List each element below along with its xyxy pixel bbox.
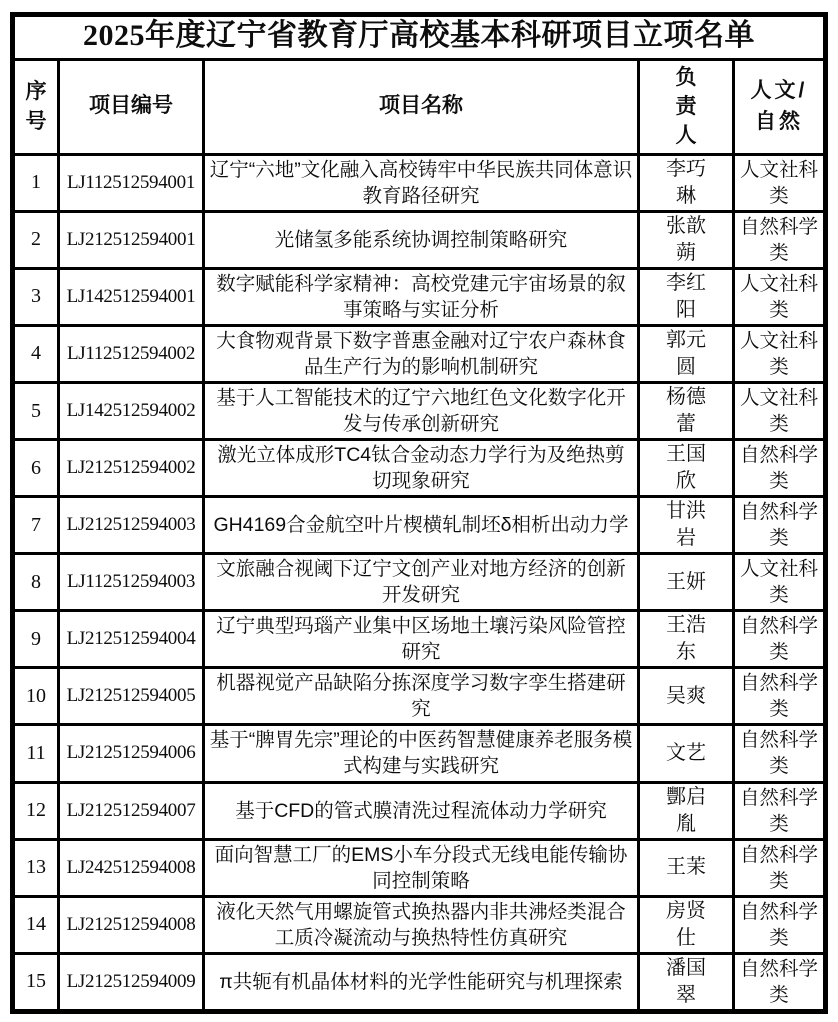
row-index-cell: 11 xyxy=(13,725,59,782)
table-row xyxy=(13,154,826,211)
leader-name: 酆启胤 xyxy=(665,785,706,835)
leader-name: 房贤仕 xyxy=(665,899,706,949)
row-index-cell: 4 xyxy=(13,325,59,382)
category-cell xyxy=(733,668,825,725)
leader-name: 杨德蕾 xyxy=(665,386,706,436)
project-code-cell: LJ212512594004 xyxy=(59,611,204,668)
leader-name: 王妍 xyxy=(665,570,706,593)
project-code-cell: LJ112512594001 xyxy=(59,154,204,211)
leader-name-cell xyxy=(638,497,733,554)
category: 自然科学类 xyxy=(739,729,818,778)
row-index-cell: 3 xyxy=(13,268,59,325)
leader-name: 王国欣 xyxy=(665,443,706,493)
table-body xyxy=(13,154,826,1011)
leader-name-cell xyxy=(638,611,733,668)
project-code-cell: LJ142512594001 xyxy=(59,268,204,325)
project-name-cell: 基于“脾胃先宗”理论的中医药智慧健康养老服务模式构建与实践研究 xyxy=(204,725,639,782)
project-name-cell: 面向智慧工厂的EMS小车分段式无线电能传输协同控制策略 xyxy=(204,839,639,896)
leader-name-cell xyxy=(638,725,733,782)
project-name-cell: GH4169合金航空叶片楔横轧制坯δ相析出动力学 xyxy=(204,497,639,554)
category-cell xyxy=(733,953,825,1011)
project-code-cell: LJ142512594002 xyxy=(59,382,204,439)
leader-name: 张歆蒴 xyxy=(665,214,706,264)
leader-name: 文艺 xyxy=(665,741,706,764)
table-row xyxy=(13,211,826,268)
table-row xyxy=(13,668,826,725)
row-index-cell: 8 xyxy=(13,554,59,611)
project-code-cell: LJ112512594002 xyxy=(59,325,204,382)
row-index-cell: 2 xyxy=(13,211,59,268)
col-header-leader-label: 负责人 xyxy=(675,65,697,148)
leader-name-cell xyxy=(638,839,733,896)
project-name-cell: 文旅融合视阈下辽宁文创产业对地方经济的创新开发研究 xyxy=(204,554,639,611)
category-cell xyxy=(733,554,825,611)
row-index-cell: 1 xyxy=(13,154,59,211)
leader-name: 吴爽 xyxy=(665,684,706,707)
category-cell xyxy=(733,440,825,497)
category: 自然科学类 xyxy=(739,501,818,550)
category-cell xyxy=(733,839,825,896)
col-header-name-label: 项目名称 xyxy=(378,94,463,118)
category: 自然科学类 xyxy=(739,615,818,664)
row-index-cell: 14 xyxy=(13,896,59,953)
category-cell xyxy=(733,382,825,439)
table-row xyxy=(13,896,826,953)
col-header-index-label: 序号 xyxy=(25,80,47,133)
project-name-cell: 机器视觉产品缺陷分拣深度学习数字孪生搭建研究 xyxy=(204,668,639,725)
project-code-cell: LJ212512594006 xyxy=(59,725,204,782)
row-index-cell: 15 xyxy=(13,953,59,1011)
category: 自然科学类 xyxy=(739,786,818,835)
category: 自然科学类 xyxy=(739,843,818,892)
row-index-cell: 7 xyxy=(13,497,59,554)
project-code-cell: LJ212512594003 xyxy=(59,497,204,554)
leader-name: 王浩东 xyxy=(665,614,706,664)
table-row xyxy=(13,554,826,611)
project-code-cell: LJ212512594008 xyxy=(59,896,204,953)
project-code-cell: LJ212512594002 xyxy=(59,440,204,497)
leader-name: 李巧琳 xyxy=(665,157,706,207)
row-index-cell: 9 xyxy=(13,611,59,668)
category-cell xyxy=(733,725,825,782)
leader-name-cell xyxy=(638,668,733,725)
project-name-cell: 辽宁典型玛瑙产业集中区场地土壤污染风险管控研究 xyxy=(204,611,639,668)
leader-name-cell xyxy=(638,782,733,839)
leader-name-cell xyxy=(638,325,733,382)
table-row xyxy=(13,611,826,668)
category-cell xyxy=(733,497,825,554)
project-name-cell: 基于人工智能技术的辽宁六地红色文化数字化开发与传承创新研究 xyxy=(204,382,639,439)
col-header-name xyxy=(204,59,639,154)
category: 人文社科类 xyxy=(739,158,818,207)
leader-name-cell xyxy=(638,896,733,953)
category: 自然科学类 xyxy=(739,672,818,721)
col-header-index xyxy=(13,59,59,154)
col-header-category-label: 人文/自然 xyxy=(750,79,808,133)
row-index-cell: 5 xyxy=(13,382,59,439)
category-cell xyxy=(733,211,825,268)
table-row xyxy=(13,268,826,325)
leader-name-cell xyxy=(638,440,733,497)
category: 人文社科类 xyxy=(739,329,818,378)
project-name-cell: 液化天然气用螺旋管式换热器内非共沸烃类混合工质冷凝流动与换热特性仿真研究 xyxy=(204,896,639,953)
table-row xyxy=(13,325,826,382)
row-index-cell: 6 xyxy=(13,440,59,497)
table-row xyxy=(13,725,826,782)
leader-name-cell xyxy=(638,268,733,325)
category: 自然科学类 xyxy=(739,957,818,1006)
leader-name-cell xyxy=(638,211,733,268)
leader-name-cell xyxy=(638,953,733,1011)
col-header-code xyxy=(59,59,204,154)
table-row xyxy=(13,497,826,554)
category: 自然科学类 xyxy=(739,900,818,949)
project-name-cell: 光储氢多能系统协调控制策略研究 xyxy=(204,211,639,268)
table-row xyxy=(13,953,826,1011)
category: 人文社科类 xyxy=(739,387,818,436)
project-name-cell: 辽宁“六地”文化融入高校铸牢中华民族共同体意识教育路径研究 xyxy=(204,154,639,211)
project-code-cell: LJ212512594007 xyxy=(59,782,204,839)
category: 人文社科类 xyxy=(739,272,818,321)
leader-name-cell xyxy=(638,382,733,439)
header-row xyxy=(13,59,826,154)
project-name-cell: 基于CFD的管式膜清洗过程流体动力学研究 xyxy=(204,782,639,839)
category: 自然科学类 xyxy=(739,444,818,493)
row-index-cell: 13 xyxy=(13,839,59,896)
table-row xyxy=(13,440,826,497)
row-index-cell: 10 xyxy=(13,668,59,725)
category-cell xyxy=(733,611,825,668)
table-row xyxy=(13,382,826,439)
leader-name: 李红阳 xyxy=(665,271,706,321)
project-name-cell: 激光立体成形TC4钛合金动态力学行为及绝热剪切现象研究 xyxy=(204,440,639,497)
row-index-cell: 12 xyxy=(13,782,59,839)
project-name-cell: 数字赋能科学家精神：高校党建元宇宙场景的叙事策略与实证分析 xyxy=(204,268,639,325)
leader-name: 郭元圆 xyxy=(665,328,706,378)
leader-name: 潘国翠 xyxy=(665,956,706,1006)
leader-name: 王茉 xyxy=(665,856,706,879)
category-cell xyxy=(733,268,825,325)
project-code-cell: LJ212512594005 xyxy=(59,668,204,725)
project-code-cell: LJ212512594009 xyxy=(59,953,204,1011)
project-code-cell: LJ112512594003 xyxy=(59,554,204,611)
project-code-cell: LJ212512594001 xyxy=(59,211,204,268)
col-header-leader xyxy=(638,59,733,154)
page-title: 2025年度辽宁省教育厅高校基本科研项目立项名单 xyxy=(13,15,826,60)
leader-name-cell xyxy=(638,554,733,611)
category: 自然科学类 xyxy=(739,215,818,264)
table-row xyxy=(13,782,826,839)
category: 人文社科类 xyxy=(739,558,818,607)
project-code-cell: LJ242512594008 xyxy=(59,839,204,896)
leader-name-cell xyxy=(638,154,733,211)
col-header-category xyxy=(733,59,825,154)
category-cell xyxy=(733,896,825,953)
category-cell xyxy=(733,782,825,839)
project-name-cell: 大食物观背景下数字普惠金融对辽宁农户森林食品生产行为的影响机制研究 xyxy=(204,325,639,382)
table-row xyxy=(13,839,826,896)
col-header-code-label: 项目编号 xyxy=(89,94,173,118)
category-cell xyxy=(733,325,825,382)
title-row xyxy=(13,15,826,60)
leader-name: 甘洪岩 xyxy=(665,500,706,550)
project-name-cell: π共轭有机晶体材料的光学性能研究与机理探索 xyxy=(204,953,639,1011)
category-cell xyxy=(733,154,825,211)
project-table xyxy=(10,12,828,1014)
